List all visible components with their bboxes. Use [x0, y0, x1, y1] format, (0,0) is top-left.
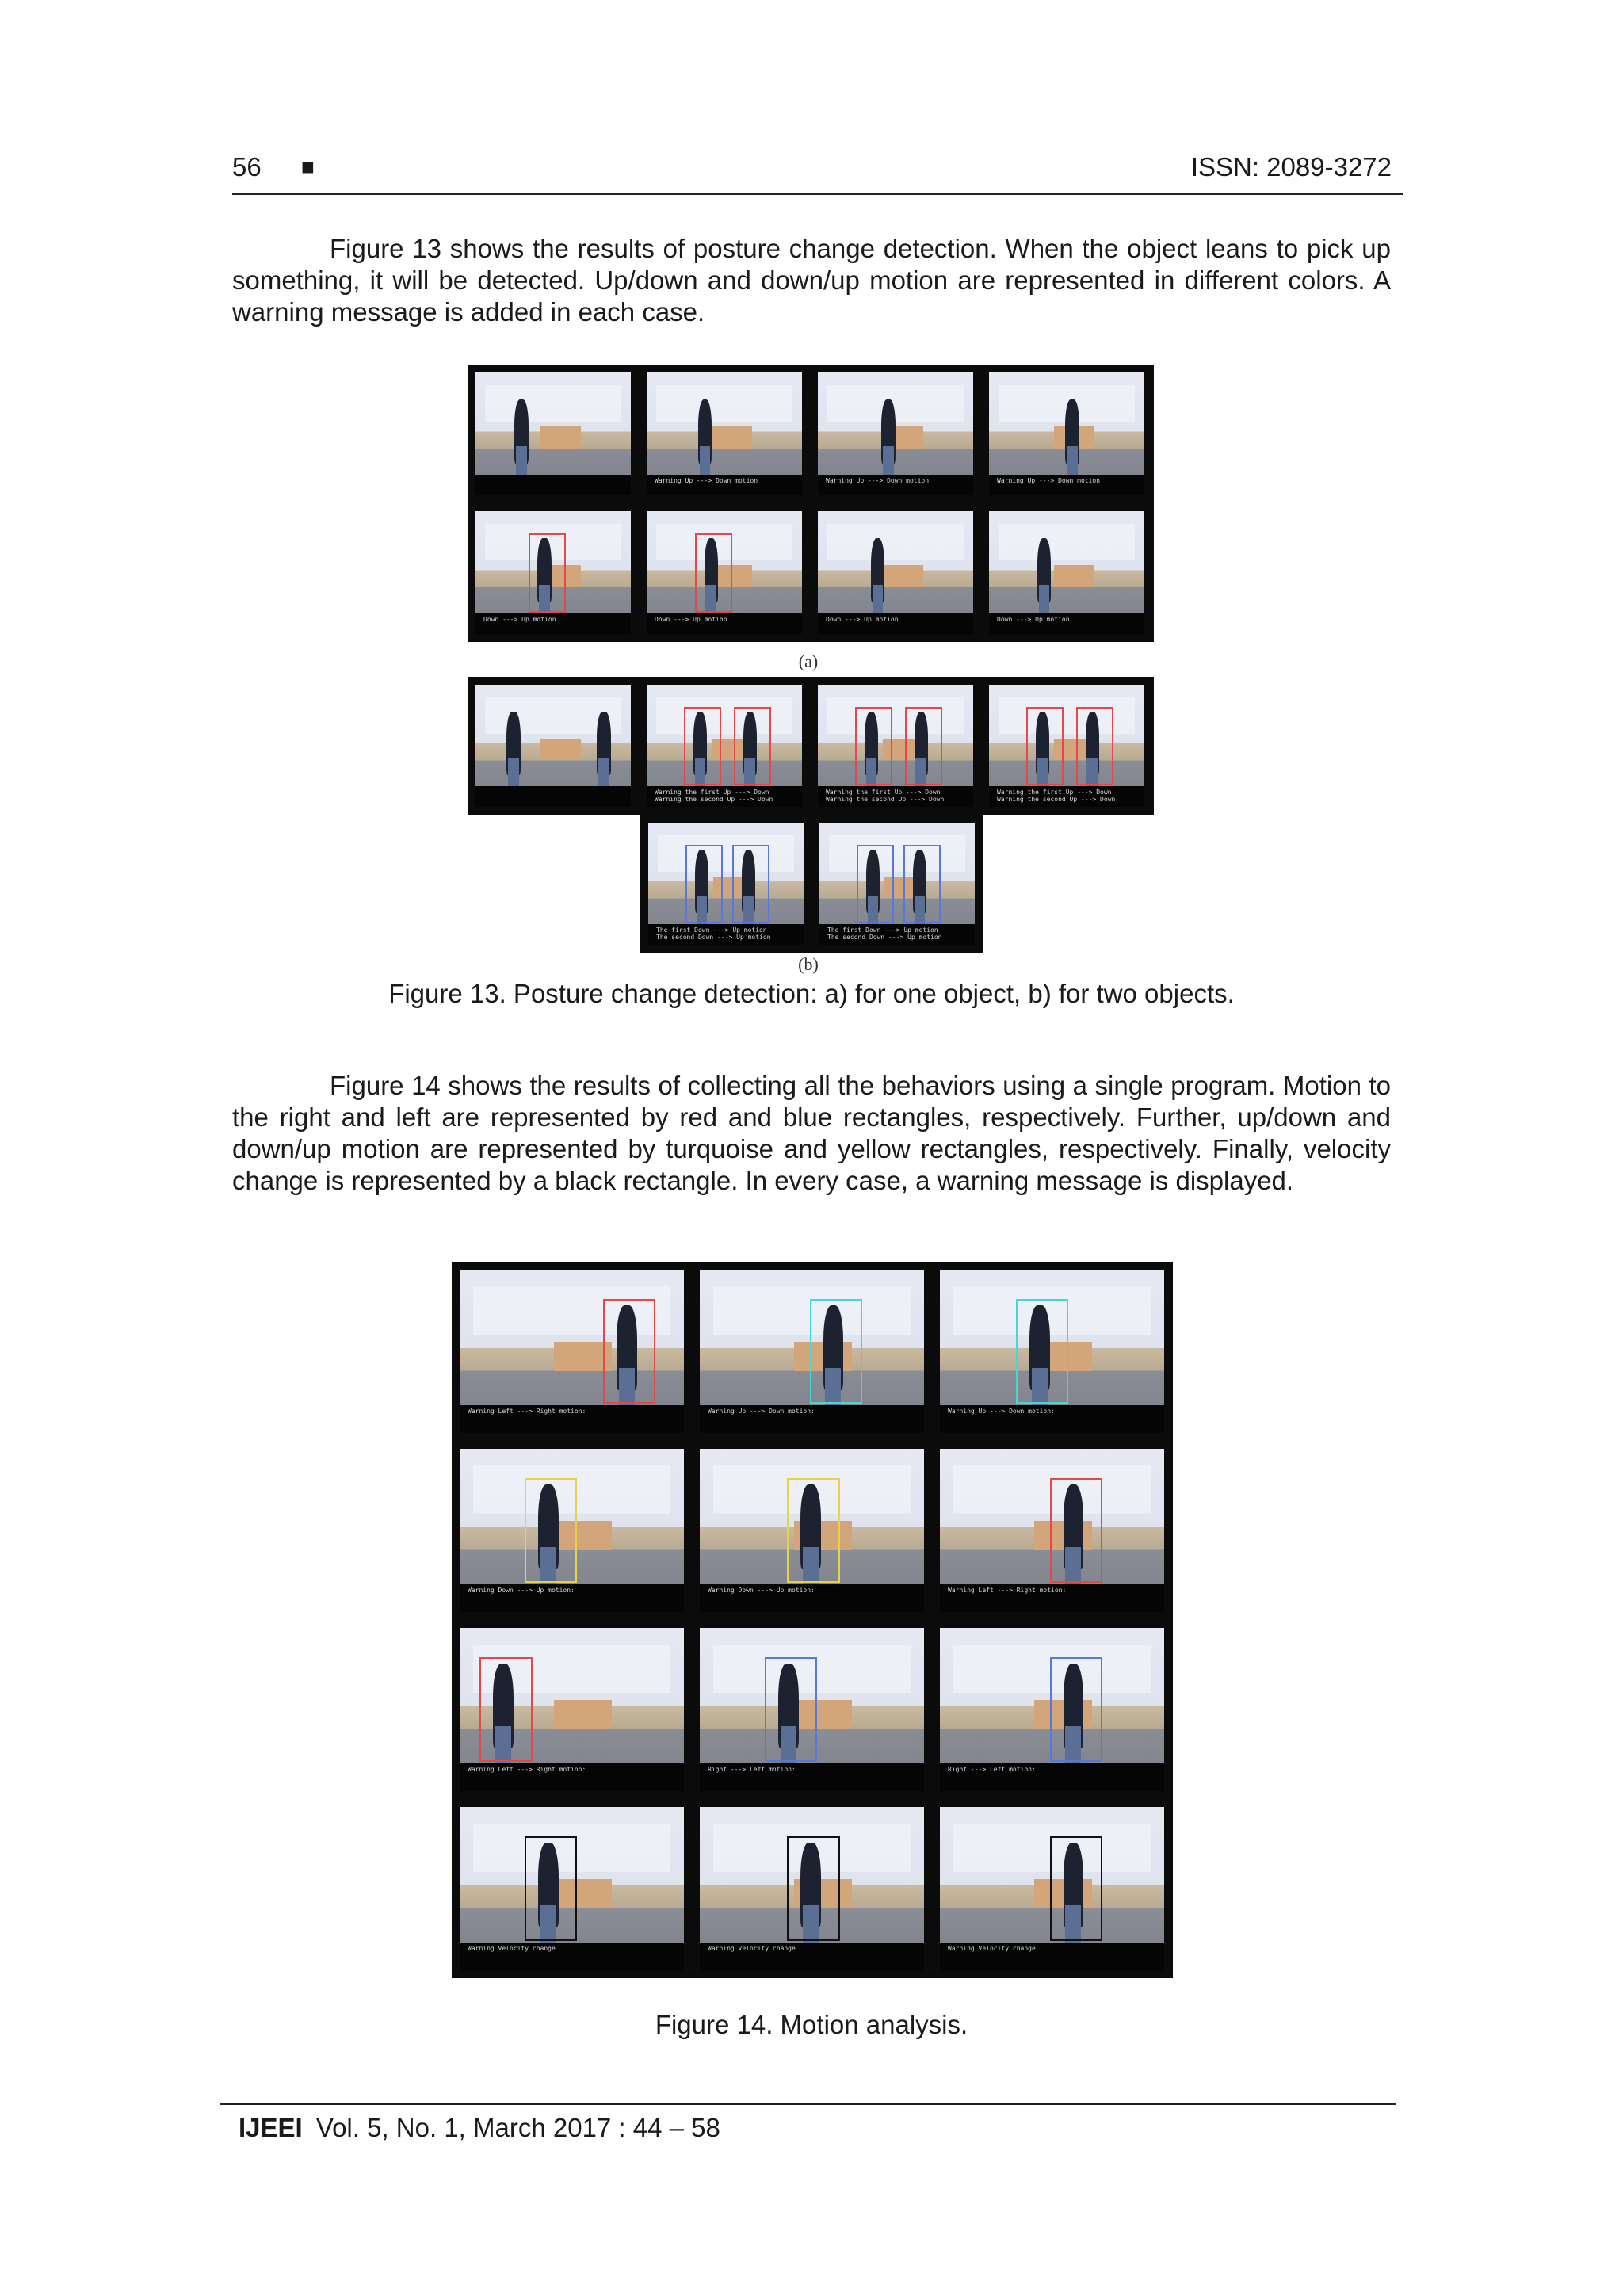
frame-warning-message: Warning the first Up ---> Down Warning the second Up ---> Down	[989, 786, 1144, 807]
frame-window	[999, 697, 1136, 733]
frame-warning-message	[475, 786, 631, 807]
video-frame	[812, 815, 983, 953]
frame-warning-message: Warning Up ---> Down motion	[818, 475, 973, 495]
detection-rectangle	[1050, 1836, 1102, 1941]
frame-warning-message: Warning Down ---> Up motion:	[700, 1584, 924, 1612]
frame-warning-message: Warning Up ---> Down motion:	[700, 1405, 924, 1433]
frame-warning-message: Warning Up ---> Down motion	[647, 475, 802, 495]
footer-journal: IJEEI	[239, 2113, 303, 2142]
video-frame	[810, 677, 981, 815]
frame-warning-message: Warning Velocity change	[460, 1943, 684, 1970]
video-frame	[468, 503, 639, 642]
video-frame	[932, 1620, 1172, 1799]
video-frame	[452, 1262, 692, 1441]
video-frame	[639, 503, 810, 642]
video-frame	[981, 677, 1152, 815]
frame-person-legs	[516, 446, 527, 478]
figure-13b-label: (b)	[798, 954, 819, 974]
detection-rectangle	[529, 533, 566, 613]
video-frame	[692, 1799, 932, 1978]
frame-window	[829, 835, 966, 871]
detection-rectangle	[685, 845, 723, 923]
figure-13a-label: (a)	[798, 651, 819, 671]
frame-window	[827, 385, 964, 422]
detection-rectangle	[1016, 1299, 1068, 1404]
video-frame	[692, 1441, 932, 1620]
video-frame	[932, 1799, 1172, 1978]
frame-person-legs	[598, 758, 609, 789]
detection-rectangle	[1026, 707, 1064, 785]
detection-rectangle	[603, 1299, 655, 1404]
frame-warning-message: Warning the first Up ---> Down Warning the second Up ---> Down	[647, 786, 802, 807]
frame-cardboard-box	[712, 426, 752, 449]
frame-person-legs	[883, 446, 894, 478]
video-frame	[932, 1262, 1172, 1441]
footer-volume: Vol. 5, No. 1, March 2017 : 44 – 58	[315, 2113, 720, 2142]
frame-window	[656, 385, 793, 422]
frame-cardboard-box	[554, 1700, 613, 1729]
page-number: 56	[232, 152, 262, 181]
video-frame	[639, 365, 810, 503]
video-frame	[639, 677, 810, 815]
frame-warning-message: Down ---> Up motion	[647, 613, 802, 634]
detection-rectangle	[787, 1836, 839, 1941]
video-frame	[452, 1620, 692, 1799]
frame-person-legs	[873, 585, 884, 617]
frame-warning-message: Warning the first Up ---> Down Warning the second Up ---> Down	[818, 786, 973, 807]
detection-rectangle	[479, 1657, 532, 1762]
video-frame	[468, 365, 639, 503]
video-frame	[640, 815, 812, 953]
detection-rectangle	[732, 845, 769, 923]
frame-warning-message: Down ---> Up motion	[475, 613, 631, 634]
frame-warning-message: Down ---> Up motion	[989, 613, 1144, 634]
figure-13-caption: Figure 13. Posture change detection: a) for one object, b) for two objects.	[388, 979, 1235, 1008]
frame-warning-message: Warning Velocity change	[940, 1943, 1164, 1970]
frame-warning-message: Warning Left ---> Right motion:	[940, 1584, 1164, 1612]
video-frame	[981, 503, 1152, 642]
frame-warning-message: Warning Velocity change	[700, 1943, 924, 1970]
issn-label: ISSN: 2089-3272	[1190, 152, 1392, 181]
video-frame	[452, 1441, 692, 1620]
header-rule	[232, 193, 1403, 195]
detection-rectangle	[905, 707, 942, 785]
detection-rectangle	[903, 845, 941, 923]
detection-rectangle	[695, 533, 732, 613]
video-frame	[692, 1262, 932, 1441]
header-bullet-icon: ■	[301, 155, 315, 179]
video-frame	[932, 1441, 1172, 1620]
detection-rectangle	[765, 1657, 817, 1762]
detection-rectangle	[734, 707, 771, 785]
frame-warning-message: Warning Left ---> Right motion:	[460, 1405, 684, 1433]
frame-warning-message: Warning Up ---> Down motion:	[940, 1405, 1164, 1433]
frame-person-legs	[700, 446, 711, 478]
frame-person-legs	[508, 758, 519, 789]
frame-warning-message: Warning Down ---> Up motion:	[460, 1584, 684, 1612]
video-frame	[810, 503, 981, 642]
frame-warning-message: The first Down ---> Up motion The second Down ---> Up motion	[819, 924, 975, 945]
frame-warning-message: Right ---> Left motion:	[700, 1763, 924, 1791]
frame-window	[827, 524, 964, 561]
paragraph-intro-fig14: Figure 14 shows the results of collecting all the behaviors using a single program. Motion to the right and left are represented by red and blue rectangles, respectively. Further, up/down and down/up motion are represented by turquoise and yellow rectangles, respectively. Finally, velocity change is represented by a black rectangle. In every case, a warning message is displayed.	[232, 1071, 1391, 1195]
detection-rectangle	[1050, 1657, 1102, 1762]
frame-warning-message: Warning Left ---> Right motion:	[460, 1763, 684, 1791]
detection-rectangle	[1076, 707, 1113, 785]
frame-window	[485, 385, 622, 422]
video-frame	[810, 365, 981, 503]
frame-window	[827, 697, 964, 733]
paragraph-intro-fig13: Figure 13 shows the results of posture change detection. When the object leans to pick up something, it will be detected. Up/down and down/up motion are represented in different colors. A warning message is added in each case.	[232, 234, 1391, 327]
figure-14-caption: Figure 14. Motion analysis.	[655, 2010, 968, 2039]
footer-citation	[239, 2113, 720, 2143]
video-frame	[452, 1799, 692, 1978]
frame-warning-message: Warning Up ---> Down motion	[989, 475, 1144, 495]
frame-warning-message: The first Down ---> Up motion The second Down ---> Up motion	[648, 924, 804, 945]
frame-cardboard-box	[540, 739, 581, 761]
footer-rule	[220, 2103, 1396, 2105]
detection-rectangle	[787, 1478, 839, 1583]
detection-rectangle	[525, 1478, 577, 1583]
frame-warning-message: Right ---> Left motion:	[940, 1763, 1164, 1791]
detection-rectangle	[525, 1836, 577, 1941]
detection-rectangle	[857, 845, 894, 923]
detection-rectangle	[855, 707, 892, 785]
frame-warning-message: Down ---> Up motion	[818, 613, 973, 634]
detection-rectangle	[684, 707, 721, 785]
detection-rectangle	[1050, 1478, 1102, 1583]
frame-cardboard-box	[540, 426, 581, 449]
frame-window	[656, 697, 793, 733]
frame-window	[658, 835, 795, 871]
video-frame	[692, 1620, 932, 1799]
frame-window	[999, 524, 1136, 561]
video-frame	[981, 365, 1152, 503]
frame-warning-message	[475, 475, 631, 495]
detection-rectangle	[810, 1299, 862, 1404]
frame-cardboard-box	[1054, 565, 1094, 587]
video-frame	[468, 677, 639, 815]
frame-person-legs	[1039, 585, 1050, 617]
frame-person-legs	[1067, 446, 1078, 478]
frame-cardboard-box	[883, 565, 923, 587]
